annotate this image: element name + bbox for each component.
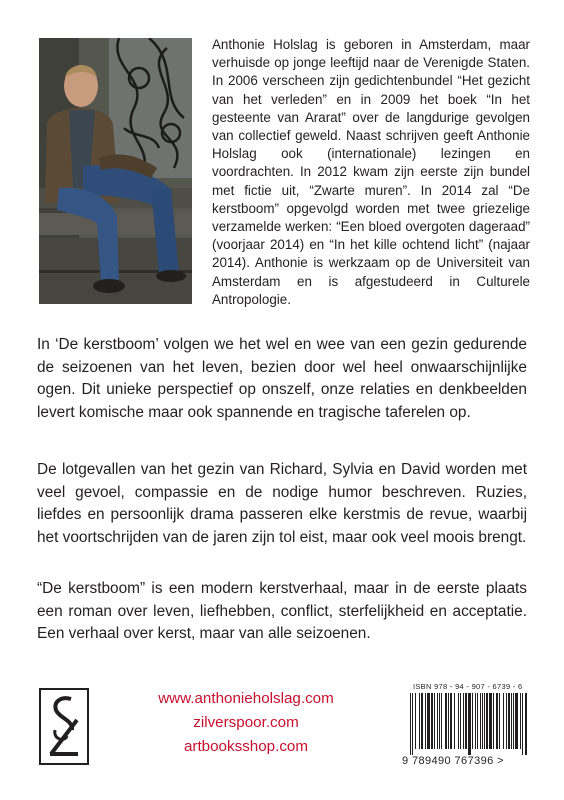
author-photo — [39, 38, 192, 304]
author-bio: Anthonie Holslag is geboren in Amsterdam, maar verhuisde op jonge leeftijd naar de Verenigde Staten. In 2006 verscheen zijn gedichtenbundel “Het gezicht van het verleden” en in 2009 het boek “In het gesteente van Ararat” over de langdurige gevolgen van collectief geweld. Naast schrijven geeft Anthonie Holslag ook (internationale) lezingen en voordrachten. In 2012 kwam zijn eerste zijn bundel met fictie uit, “Zwarte muren”. In 2014 zal “De kerstboom” opgevolgd worden met twee griezelige verzamelde werken: “Een bloed overgoten dageraad” (voorjaar 2014) en “In het kille ochtend licht” (najaar 2014). Anthonie is werkzaam op de Universiteit van Amsterdam en is afgestudeerd in Culturele Antropologie. — [212, 37, 530, 307]
link-artbooksshop[interactable]: artbooksshop.com — [183, 738, 309, 755]
link-author-website[interactable]: www.anthonieholslag.com — [158, 690, 334, 707]
isbn-label: ISBN 978 - 94 - 907 - 6739 - 6 — [413, 682, 523, 691]
link-zilverspoor[interactable]: zilverspoor.com — [193, 714, 299, 731]
blurb-paragraph-3: “De kerstboom” is een modern kerstverhaal, maar in de eerste plaats een roman over leven, liefhebben, conflict, sterfelijkheid en acceptatie. Een verhaal over kerst, maar van alle seizoenen. — [37, 580, 527, 643]
barcode-digits: 9 789490 767396 > — [402, 755, 504, 767]
barcode-bars — [408, 693, 528, 755]
zilverspoor-sz-logo-icon — [39, 688, 89, 765]
blurb-paragraph-1: In ‘De kerstboom’ volgen we het wel en wee van een gezin gedurende de seizoenen van het leven, bezien door wel heel onwaarschijnlijke ogen. Dit unieke perspectief op onszelf, onze relaties en denkbeelden levert komische maar ook spannende en tragische taferelen op. — [37, 336, 527, 421]
isbn-barcode — [402, 682, 534, 770]
publisher-links — [141, 687, 351, 759]
blurb-paragraph-2: De lotgevallen van het gezin van Richard, Sylvia en David worden met veel gevoel, compassie en de nodige humor beschreven. Ruzies, liefdes en persoonlijk drama passeren elke kerstmis de revue, waarbij het voortschrijden van de jaren zijn tol eist, maar ook veel moois brengt. — [37, 461, 527, 546]
